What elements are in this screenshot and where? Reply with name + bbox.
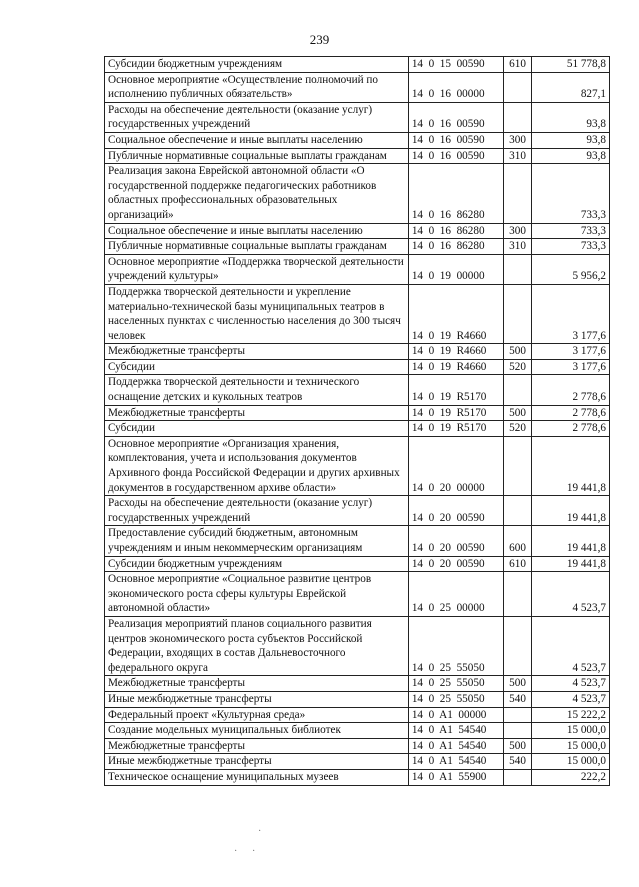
row-vr-cell: 300 <box>504 132 531 148</box>
row-code-cell: 14 0 20 00590 <box>408 496 504 526</box>
row-code-cell: 14 0 16 00000 <box>408 72 504 102</box>
row-amount-cell: 733,3 <box>531 164 609 223</box>
table-row <box>105 616 610 675</box>
row-name-cell: Предоставление субсидий бюджетным, автономным учреждениям и иным некоммерческим организациям <box>105 526 409 556</box>
table-row <box>105 691 610 707</box>
row-amount-cell: 2 778,6 <box>531 375 609 405</box>
row-name-cell: Межбюджетные трансферты <box>105 344 409 360</box>
row-amount-cell: 4 523,7 <box>531 572 609 617</box>
row-vr-cell <box>504 616 531 675</box>
row-amount-cell: 93,8 <box>531 102 609 132</box>
row-vr-cell <box>504 375 531 405</box>
row-name-cell: Иные межбюджетные трансферты <box>105 754 409 770</box>
row-code-cell: 14 0 16 00590 <box>408 132 504 148</box>
table-row <box>105 496 610 526</box>
table-body <box>105 57 610 786</box>
table-row <box>105 57 610 73</box>
row-code-cell: 14 0 25 55050 <box>408 616 504 675</box>
row-amount-cell: 827,1 <box>531 72 609 102</box>
row-vr-cell: 610 <box>504 556 531 572</box>
row-name-cell: Реализация закона Еврейской автономной области «О государственной поддержке педагогических работников областных профессиональных образовательных организаций» <box>105 164 409 223</box>
row-name-cell: Публичные нормативные социальные выплаты гражданам <box>105 148 409 164</box>
row-amount-cell: 733,3 <box>531 223 609 239</box>
row-code-cell: 14 0 A1 55900 <box>408 769 504 785</box>
row-vr-cell <box>504 102 531 132</box>
row-name-cell: Межбюджетные трансферты <box>105 676 409 692</box>
page-number: 239 <box>309 32 330 47</box>
row-vr-cell: 540 <box>504 691 531 707</box>
row-name-cell: Федеральный проект «Культурная среда» <box>105 707 409 723</box>
row-name-cell: Субсидии бюджетным учреждениям <box>105 556 409 572</box>
row-vr-cell <box>504 769 531 785</box>
row-code-cell: 14 0 19 R4660 <box>408 359 504 375</box>
row-amount-cell: 15 000,0 <box>531 754 609 770</box>
row-vr-cell <box>504 284 531 343</box>
row-name-cell: Расходы на обеспечение деятельности (оказание услуг) государственных учреждений <box>105 102 409 132</box>
row-amount-cell: 19 441,8 <box>531 436 609 495</box>
row-vr-cell <box>504 72 531 102</box>
row-vr-cell: 500 <box>504 405 531 421</box>
row-vr-cell: 310 <box>504 148 531 164</box>
table-row <box>105 676 610 692</box>
row-name-cell: Межбюджетные трансферты <box>105 405 409 421</box>
row-vr-cell: 520 <box>504 359 531 375</box>
row-vr-cell <box>504 436 531 495</box>
row-amount-cell: 19 441,8 <box>531 556 609 572</box>
row-vr-cell <box>504 164 531 223</box>
row-amount-cell: 2 778,6 <box>531 405 609 421</box>
row-code-cell: 14 0 A1 54540 <box>408 723 504 739</box>
table-row <box>105 375 610 405</box>
row-name-cell: Субсидии <box>105 359 409 375</box>
row-code-cell: 14 0 19 00000 <box>408 254 504 284</box>
scan-mark: · <box>258 826 262 837</box>
row-vr-cell: 300 <box>504 223 531 239</box>
row-amount-cell: 733,3 <box>531 239 609 255</box>
row-code-cell: 14 0 19 R5170 <box>408 375 504 405</box>
table-row <box>105 738 610 754</box>
table-row <box>105 164 610 223</box>
row-vr-cell <box>504 496 531 526</box>
row-amount-cell: 222,2 <box>531 769 609 785</box>
row-amount-cell: 3 177,6 <box>531 284 609 343</box>
row-code-cell: 14 0 20 00590 <box>408 556 504 572</box>
row-name-cell: Реализация мероприятий планов социального развития центров экономического роста субъектов Российской Федерации, входящих в состав Дальневосточного федерального округа <box>105 616 409 675</box>
row-name-cell: Субсидии бюджетным учреждениям <box>105 57 409 73</box>
row-vr-cell: 540 <box>504 754 531 770</box>
row-amount-cell: 4 523,7 <box>531 676 609 692</box>
row-code-cell: 14 0 19 R4660 <box>408 344 504 360</box>
table-row <box>105 102 610 132</box>
scan-mark: · <box>252 846 256 857</box>
table-row <box>105 344 610 360</box>
table-row <box>105 72 610 102</box>
table-row <box>105 572 610 617</box>
row-vr-cell: 500 <box>504 738 531 754</box>
row-name-cell: Социальное обеспечение и иные выплаты населению <box>105 223 409 239</box>
row-code-cell: 14 0 25 55050 <box>408 676 504 692</box>
table-row <box>105 707 610 723</box>
row-name-cell: Социальное обеспечение и иные выплаты населению <box>105 132 409 148</box>
row-vr-cell: 500 <box>504 344 531 360</box>
row-amount-cell: 15 000,0 <box>531 738 609 754</box>
row-name-cell: Основное мероприятие «Социальное развитие центров экономического роста сферы культуры Еврейской автономной области» <box>105 572 409 617</box>
table-row <box>105 556 610 572</box>
table-row <box>105 359 610 375</box>
row-vr-cell: 610 <box>504 57 531 73</box>
row-name-cell: Субсидии <box>105 421 409 437</box>
row-amount-cell: 5 956,2 <box>531 254 609 284</box>
row-code-cell: 14 0 15 00590 <box>408 57 504 73</box>
row-code-cell: 14 0 20 00590 <box>408 526 504 556</box>
row-name-cell: Межбюджетные трансферты <box>105 738 409 754</box>
row-name-cell: Основное мероприятие «Осуществление полномочий по исполнению публичных обязательств» <box>105 72 409 102</box>
row-vr-cell: 520 <box>504 421 531 437</box>
table-row <box>105 148 610 164</box>
row-code-cell: 14 0 25 00000 <box>408 572 504 617</box>
row-code-cell: 14 0 16 86280 <box>408 223 504 239</box>
row-amount-cell: 2 778,6 <box>531 421 609 437</box>
row-code-cell: 14 0 16 86280 <box>408 164 504 223</box>
row-vr-cell <box>504 254 531 284</box>
row-code-cell: 14 0 16 86280 <box>408 239 504 255</box>
table-row <box>105 405 610 421</box>
row-amount-cell: 93,8 <box>531 132 609 148</box>
row-amount-cell: 4 523,7 <box>531 616 609 675</box>
row-name-cell: Техническое оснащение муниципальных музеев <box>105 769 409 785</box>
row-name-cell: Публичные нормативные социальные выплаты гражданам <box>105 239 409 255</box>
row-amount-cell: 3 177,6 <box>531 359 609 375</box>
table-row <box>105 436 610 495</box>
row-code-cell: 14 0 16 00590 <box>408 148 504 164</box>
table-row <box>105 254 610 284</box>
row-name-cell: Иные межбюджетные трансферты <box>105 691 409 707</box>
row-amount-cell: 51 778,8 <box>531 57 609 73</box>
row-amount-cell: 4 523,7 <box>531 691 609 707</box>
row-amount-cell: 19 441,8 <box>531 496 609 526</box>
row-amount-cell: 15 000,0 <box>531 723 609 739</box>
table-row <box>105 723 610 739</box>
table-row <box>105 223 610 239</box>
row-code-cell: 14 0 19 R5170 <box>408 421 504 437</box>
row-name-cell: Поддержка творческой деятельности и технического оснащение детских и кукольных театров <box>105 375 409 405</box>
table-row <box>105 284 610 343</box>
row-amount-cell: 3 177,6 <box>531 344 609 360</box>
table-row <box>105 769 610 785</box>
row-code-cell: 14 0 A1 00000 <box>408 707 504 723</box>
row-amount-cell: 15 222,2 <box>531 707 609 723</box>
budget-table <box>104 56 610 786</box>
row-code-cell: 14 0 19 R4660 <box>408 284 504 343</box>
row-code-cell: 14 0 A1 54540 <box>408 754 504 770</box>
row-vr-cell: 310 <box>504 239 531 255</box>
row-amount-cell: 19 441,8 <box>531 526 609 556</box>
row-name-cell: Создание модельных муниципальных библиотек <box>105 723 409 739</box>
row-code-cell: 14 0 20 00000 <box>408 436 504 495</box>
row-code-cell: 14 0 19 R5170 <box>408 405 504 421</box>
row-code-cell: 14 0 25 55050 <box>408 691 504 707</box>
row-code-cell: 14 0 A1 54540 <box>408 738 504 754</box>
row-amount-cell: 93,8 <box>531 148 609 164</box>
table-row <box>105 239 610 255</box>
row-code-cell: 14 0 16 00590 <box>408 102 504 132</box>
table-row <box>105 526 610 556</box>
table-row <box>105 132 610 148</box>
row-vr-cell <box>504 723 531 739</box>
scan-mark: · <box>234 846 238 857</box>
table-row <box>105 421 610 437</box>
row-vr-cell: 500 <box>504 676 531 692</box>
table-row <box>105 754 610 770</box>
row-name-cell: Основное мероприятие «Организация хранения, комплектования, учета и использования документов Архивного фонда Российской Федерации и других архивных документов в государственном архиве области» <box>105 436 409 495</box>
row-name-cell: Расходы на обеспечение деятельности (оказание услуг) государственных учреждений <box>105 496 409 526</box>
row-name-cell: Основное мероприятие «Поддержка творческой деятельности учреждений культуры» <box>105 254 409 284</box>
row-vr-cell <box>504 707 531 723</box>
row-vr-cell: 600 <box>504 526 531 556</box>
row-name-cell: Поддержка творческой деятельности и укрепление материально-технической базы муниципальных театров в населенных пунктах с численностью населения до 300 тысяч человек <box>105 284 409 343</box>
row-vr-cell <box>504 572 531 617</box>
